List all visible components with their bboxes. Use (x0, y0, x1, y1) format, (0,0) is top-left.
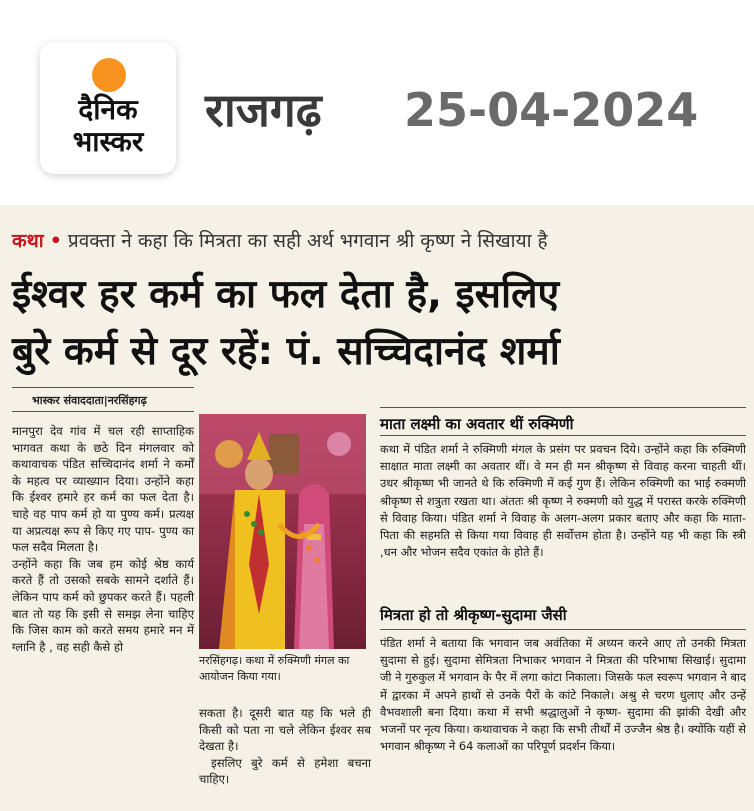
divider (380, 407, 746, 408)
kicker-text: प्रवक्ता ने कहा कि मित्रता का सही अर्थ भगवान श्री कृष्ण ने सिखाया है (67, 230, 548, 252)
article-column-2 (199, 705, 371, 788)
kicker (12, 227, 747, 255)
paragraph: मानपुरा देव गांव में चल रही साप्ताहिक भागवत कथा के छठे दिन मंगलवार को कथावाचक पंडित सच्चिदानंद शर्मा ने कर्मों के महत्व पर व्याख्यान दिया। उन्होंने कहा कि ईश्वर हमारे हर कर्म का फल देता है। चाहे वह पाप कर्म हो या पुण्य कर्म। प्रत्यक्ष या अप्रत्यक्ष रूप से किए गए पाप- पुण्य का फल सदैव मिलता है। (12, 424, 194, 555)
news-clipping (0, 205, 754, 811)
friendship-paragraph: पंडित शर्मा ने बताया कि भगवान जब अवंतिका में अध्यन करने आए तो उनकी मित्रता सुदामा से हुई। सुदामा सेमित्रता निभाकर भगवान ने मित्रता की परिभाषा सिखाई। सुदामा जी ने गुरुकुल में भगवान के पैर में लगा कांटा निकाला। जिसके फल स्वरूप भगवान ने बाद में द्वारका में अपने हाथों से उनके पैरों के कांटे निकाले। अश्रु से चरण धुलाए और उन्हें वैभवशाली बना दिया। कथा में सभी श्रद्धालुओं ने कृष्ण- सुदामा की झांकी देखी और भजनों पर नृत्य किया। कथावाचक ने कहा कि सभी तीर्थों में उज्जैन श्रेष्ठ है। क्योंकि यहीं से भगवान श्रीकृष्ण ने 64 कलाओं का परिपूर्ण प्रदर्शन किया। (380, 636, 746, 754)
subheading-rukmini: माता लक्ष्मी का अवतार थीं रुक्मिणी (380, 415, 574, 433)
divider (12, 411, 194, 412)
photo-caption: नरसिंहगढ़। कथा में रुक्मिणी मंगल का आयोजन किया गया। (199, 654, 350, 683)
paragraph: उन्होंने कहा कि जब हम कोई श्रेष्ठ कार्य करते हैं तो उसको सबके सामने दर्शाते हैं। लेकिन पाप कर्म को छुपकर करते हैं। पहली बात तो यह कि इसी से समझ लेना चाहिए कि जिस काम को करते समय हमारे मन में ग्लानि है , वह सही कैसे हो (12, 556, 194, 654)
subheading-friendship: मित्रता हो तो श्रीकृष्ण-सुदामा जैसी (380, 606, 567, 624)
edition-city: राजगढ़ (205, 83, 322, 137)
masthead (0, 0, 754, 205)
divider (12, 387, 194, 388)
rukmini-paragraph: कथा में पंडित शर्मा ने रुक्मिणी मंगल के प्रसंग पर प्रवचन दिये। उन्होंने कहा कि रुक्मिणी साक्षात माता लक्ष्मी का अवतार थीं। वे मन ही मन श्रीकृष्ण से विवाह करना चाहती थीं। उधर श्रीकृष्ण भी जानते थे कि रुक्मिणी में कई गुण हैं। लेकिन रुक्मिणी का भाई रुक्मणी श्रीकृष्ण से शत्रुता रखता था। अंततः श्री कृष्ण ने रुक्मणी को युद्ध में परास्त करके रुक्मिणी से विवाह किया। पंडित शर्मा ने विवाह के अलग-अलग प्रकार बताए और कहा कि माता-पिता की सहमति से किया गया विवाह ही सर्वोत्तम होता है। उन्होंने यह भी कहा कि स्त्री ,धन और भोजन सदैव एकांत के होते हैं। (380, 442, 746, 560)
kicker-tag: कथा (12, 230, 44, 252)
logo-text-bottom: भास्कर (72, 125, 144, 158)
headline-line-1: ईश्वर हर कर्म का फल देता है, इसलिए (12, 272, 560, 317)
sun-icon (92, 58, 126, 92)
headline-line-2: बुरे कर्म से दूर रहें: पं. सच्चिदानंद शर्मा (12, 329, 560, 374)
kicker-bullet: • (49, 230, 62, 252)
article-photo (199, 414, 366, 649)
logo-text-top: दैनिक (78, 93, 138, 126)
edition-date: 25-04-2024 (404, 83, 699, 137)
divider (380, 629, 746, 630)
dainik-bhaskar-logo (40, 42, 176, 174)
paragraph: इसलिए बुरे कर्म से हमेशा बचना चाहिए। (199, 755, 371, 787)
krishna-rukmini-photo (199, 414, 366, 649)
article-column-1 (12, 423, 194, 655)
paragraph: सकता है। दूसरी बात यह कि भले ही किसी को पता ना चले लेकिन ईश्वर सब देखता है। (199, 706, 371, 754)
divider (380, 435, 746, 436)
byline: भास्कर संवाददाता|नरसिंहगढ़ (32, 394, 147, 407)
